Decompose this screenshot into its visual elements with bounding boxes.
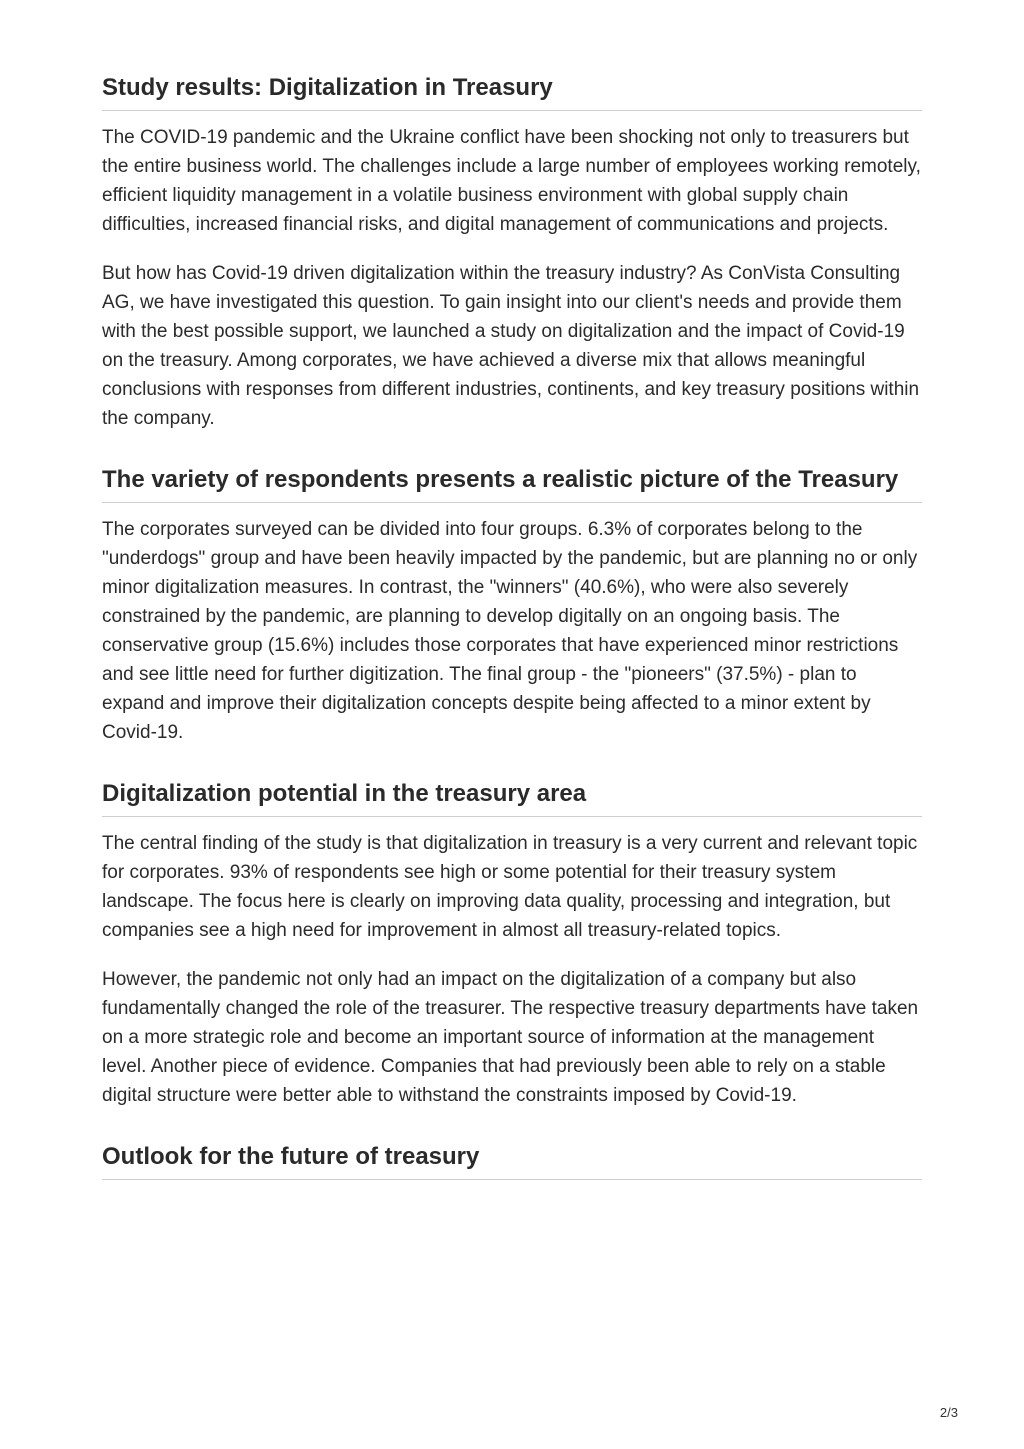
paragraph-four-groups: The corporates surveyed can be divided into four groups. 6.3% of corporates belong to the "underdogs" group and have been heavily impacted by the pandemic, but are planning no or only minor digitalization measures. In contrast, the "winners" (40.6%), who were also severely constrained by the pandemic, are planning to develop digitally on an ongoing basis. The conservative group (15.6%) includes those corporates that have experienced minor restrictions and see little need for further digitization. The final group - the "pioneers" (37.5%) - plan to expand and improve their digitalization concepts despite being affected to a minor extent by Covid-19. <box>102 519 918 743</box>
page-number: 2/3 <box>939 1405 958 1420</box>
section-heading-variety-of-respondents: The variety of respondents presents a realistic picture of the Treasury <box>102 464 922 503</box>
paragraph-role-of-treasurer: However, the pandemic not only had an impact on the digitalization of a company but also fundamentally changed the role of the treasurer. The respective treasury departments have taken on a more strategic role and become an important source of information at the management level. Another piece of evidence. Companies that had previously been able to rely on a stable digital structure were better able to withstand the constraints imposed by Covid-19. <box>102 969 919 1106</box>
paragraph-central-finding: The central finding of the study is that digitalization in treasury is a very current and relevant topic for corporates. 93% of respondents see high or some potential for their treasury system landscape. The focus here is clearly on improving data quality, processing and integration, but companies see a high need for improvement in almost all treasury-related topics. <box>102 833 918 941</box>
paragraph-covid-ukraine-impact: The COVID-19 pandemic and the Ukraine conflict have been shocking not only to treasurers but the entire business world. The challenges include a large number of employees working remotely, efficient liquidity management in a volatile business environment with global supply chain difficulties, increased financial risks, and digital management of communications and projects. <box>102 127 921 235</box>
section-heading-study-results: Study results: Digitalization in Treasury <box>102 72 922 111</box>
section-heading-digitalization-potential: Digitalization potential in the treasury area <box>102 778 922 817</box>
section-heading-outlook: Outlook for the future of treasury <box>102 1141 922 1180</box>
document-page <box>102 72 922 1180</box>
paragraph-convista-study: But how has Covid-19 driven digitalization within the treasury industry? As ConVista Consulting AG, we have investigated this question. To gain insight into our client's needs and provide them with the best possible support, we launched a study on digitalization and the impact of Covid-19 on the treasury. Among corporates, we have achieved a diverse mix that allows meaningful conclusions with responses from different industries, continents, and key treasury positions within the company. <box>102 263 920 429</box>
